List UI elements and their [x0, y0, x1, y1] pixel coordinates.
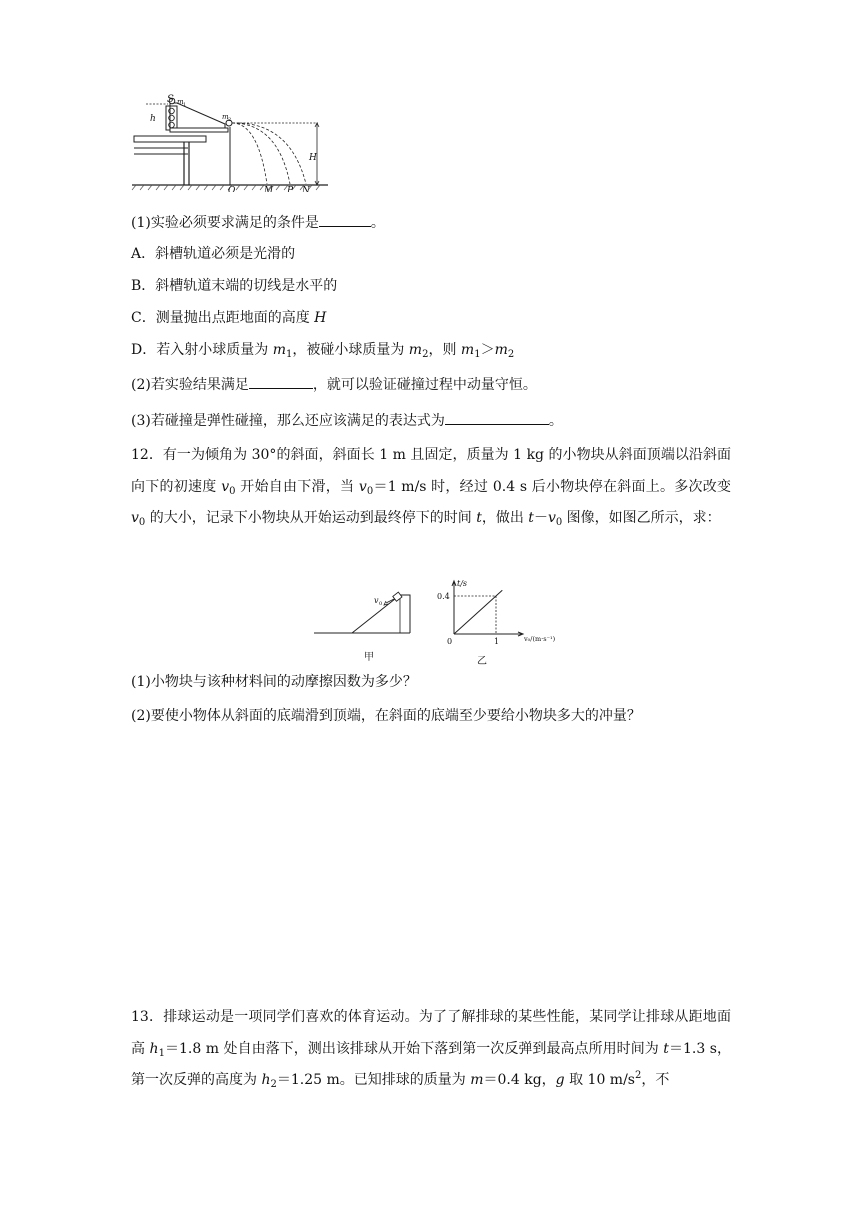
caption-yi: 乙: [477, 656, 487, 667]
label-m2: m: [222, 113, 229, 121]
answer-blank-3: [445, 410, 549, 425]
q11-part3: (3)若碰撞是弹性碰撞，那么还应该满足的表达式为 。: [131, 410, 563, 431]
v0-label: v: [374, 596, 379, 605]
answer-blank-2: [249, 374, 313, 389]
collision-apparatus-figure: [130, 94, 330, 192]
q12-sub2: (2)要使小物体从斜面的底端滑到顶端，在斜面的底端至少要给小物块多大的冲量？: [131, 708, 641, 724]
x-tick-1: 1: [494, 637, 500, 646]
caption-jia: 甲: [364, 652, 374, 663]
label-S: S: [167, 94, 174, 105]
q11-option-b: B．斜槽轨道末端的切线是水平的: [131, 278, 338, 294]
origin-label: 0: [447, 637, 453, 646]
label-m2-sub: 2: [228, 117, 232, 123]
label-P: P: [287, 186, 294, 192]
t-v0-graph: [430, 578, 570, 668]
q11-option-c: C．测量抛出点距地面的高度 H: [131, 310, 327, 326]
y-axis-label: t/s: [457, 579, 468, 588]
q11-option-a: A．斜槽轨道必须是光滑的: [131, 246, 296, 262]
label-N: N: [302, 186, 310, 192]
label-m1-sub: 1: [183, 102, 187, 108]
label-H: H: [309, 153, 317, 163]
q11-option-d: D．若入射小球质量为 $m_1$，被碰小球质量为 $m_2$，则 $m_1>m_2$: [131, 342, 515, 360]
incline-figure: [312, 585, 422, 665]
label-O: O: [228, 186, 236, 192]
answer-blank-1: [319, 212, 371, 227]
q12-stem: 12．有一为倾角为 30°的斜面，斜面长 1 m 且固定，质量为 1 kg 的小物块从斜面顶端以沿斜面向下的初速度 $v_0$ 开始自由下滑，当 $v_0=1$ m/s 时，经过 0.4 s 后小物块停在斜面上。多次改变 $v_0$ 的大小，记录下小物块从开始运动到最终停下的时间 t，做出 $t-v_0$ 图像，如图乙所示，求：: [131, 447, 731, 528]
label-M: M: [264, 186, 274, 192]
v0-label-sub: 0: [379, 601, 383, 607]
label-h: h: [150, 114, 156, 124]
q11-part2: (2)若实验结果满足 ，就可以验证碰撞过程中动量守恒。: [131, 374, 537, 395]
q12-sub1: (1)小物块与该种材料间的动摩擦因数为多少？: [131, 674, 417, 690]
label-m1: m: [177, 98, 184, 106]
q13-stem: 13．排球运动是一项同学们喜欢的体育运动。为了了解排球的某些性能，某同学让排球从距地面高 $h_1=1.8$ m 处自由落下，测出该排球从开始下落到第一次反弹到最高点所用时间为 t＝1.3 s，第一次反弹的高度为 $h_2=1.25$ m。已知排球的质量为 m＝0.4 kg，g 取 10 $m/s^2$，不: [131, 1009, 731, 1090]
y-tick-0.4: 0.4: [437, 592, 450, 601]
x-axis-label: v₀/(m·s⁻¹): [524, 635, 556, 643]
q11-part1: (1)实验必须要求满足的条件是 。: [131, 212, 385, 233]
series-line: [454, 590, 502, 634]
